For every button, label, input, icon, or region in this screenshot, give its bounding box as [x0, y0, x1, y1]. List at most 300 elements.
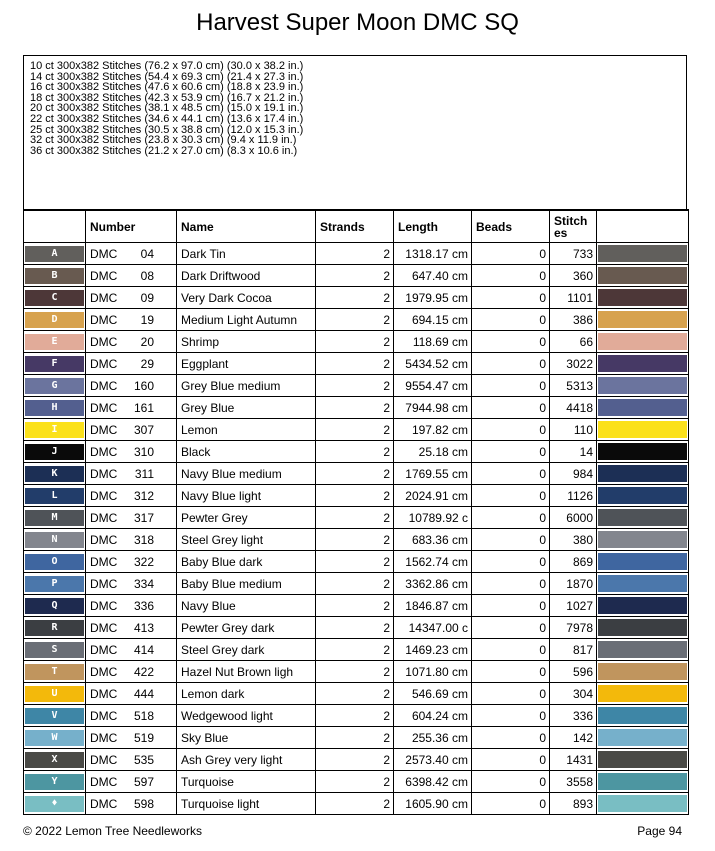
color-swatch-cell: [597, 463, 689, 485]
symbol-cell: [24, 683, 86, 705]
length-value: 14347.00 c: [394, 617, 472, 639]
length-value: 1605.90 cm: [394, 793, 472, 815]
symbol-cell: [24, 771, 86, 793]
color-swatch-cell: [597, 309, 689, 331]
color-name: Baby Blue dark: [177, 551, 316, 573]
length-value: 1769.55 cm: [394, 463, 472, 485]
color-name: Wedgewood light: [177, 705, 316, 727]
color-swatch: [598, 377, 687, 394]
length-value: 118.69 cm: [394, 331, 472, 353]
color-swatch-cell: [597, 573, 689, 595]
color-swatch-cell: [597, 683, 689, 705]
color-swatch: [598, 311, 687, 328]
symbol-cell: [24, 353, 86, 375]
floss-code: 414: [133, 642, 154, 657]
brand-label: DMC: [90, 796, 118, 811]
symbol-cell: [24, 507, 86, 529]
color-swatch: [598, 751, 687, 768]
strands-value: 2: [316, 573, 394, 595]
color-name: Sky Blue: [177, 727, 316, 749]
table-row: [24, 331, 689, 353]
length-value: 1562.74 cm: [394, 551, 472, 573]
stitches-value: 380: [550, 529, 597, 551]
number-cell: [86, 573, 177, 595]
color-swatch: [598, 553, 687, 570]
length-value: 6398.42 cm: [394, 771, 472, 793]
symbol-cell: [24, 617, 86, 639]
strands-value: 2: [316, 683, 394, 705]
floss-code: 413: [133, 620, 154, 635]
brand-label: DMC: [90, 532, 118, 547]
number-cell: [86, 419, 177, 441]
page-title: Harvest Super Moon DMC SQ: [196, 9, 519, 36]
symbol-key: E: [25, 334, 84, 350]
length-value: 604.24 cm: [394, 705, 472, 727]
color-name: Lemon: [177, 419, 316, 441]
color-name: Steel Grey light: [177, 529, 316, 551]
symbol-cell: [24, 749, 86, 771]
number-cell: [86, 793, 177, 815]
brand-label: DMC: [90, 488, 118, 503]
symbol-cell: [24, 375, 86, 397]
table-row: [24, 309, 689, 331]
table-row: [24, 353, 689, 375]
strands-value: 2: [316, 793, 394, 815]
symbol-cell: [24, 595, 86, 617]
table-row: [24, 419, 689, 441]
length-value: 2024.91 cm: [394, 485, 472, 507]
fabric-size-line: 18 ct 300x382 Stitches (42.3 x 53.9 cm) (16.7 x 21.2 in.): [30, 91, 304, 104]
stitches-value: 596: [550, 661, 597, 683]
number-cell: [86, 309, 177, 331]
length-value: 1318.17 cm: [394, 243, 472, 265]
symbol-key: U: [25, 686, 84, 702]
color-name: Navy Blue light: [177, 485, 316, 507]
stitches-value: 1027: [550, 595, 597, 617]
color-name: Ash Grey very light: [177, 749, 316, 771]
symbol-key: F: [25, 356, 84, 372]
symbol-cell: [24, 485, 86, 507]
symbol-key: L: [25, 488, 84, 504]
stitches-value: 7978: [550, 617, 597, 639]
fabric-size-line: 20 ct 300x382 Stitches (38.1 x 48.5 cm) (15.0 x 19.1 in.): [30, 102, 304, 115]
color-swatch: [598, 289, 687, 306]
color-swatch-cell: [597, 353, 689, 375]
number-cell: [86, 441, 177, 463]
symbol-key: H: [25, 400, 84, 416]
page-number: Page 94: [637, 824, 682, 838]
floss-code: 29: [140, 356, 154, 371]
col-header-name: Name: [177, 210, 316, 243]
length-value: 1469.23 cm: [394, 639, 472, 661]
beads-value: 0: [472, 331, 550, 353]
color-swatch-cell: [597, 441, 689, 463]
table-header-row: [24, 210, 689, 243]
color-swatch-cell: [597, 331, 689, 353]
symbol-key: ♦: [25, 796, 84, 812]
brand-label: DMC: [90, 356, 118, 371]
symbol-key: C: [25, 290, 84, 306]
stitches-value: 733: [550, 243, 597, 265]
brand-label: DMC: [90, 620, 118, 635]
table-row: [24, 265, 689, 287]
symbol-cell: [24, 661, 86, 683]
brand-label: DMC: [90, 444, 118, 459]
number-cell: [86, 463, 177, 485]
color-swatch: [598, 399, 687, 416]
number-cell: [86, 485, 177, 507]
color-swatch-cell: [597, 727, 689, 749]
length-value: 683.36 cm: [394, 529, 472, 551]
strands-value: 2: [316, 353, 394, 375]
symbol-cell: [24, 727, 86, 749]
stitches-value: 1101: [550, 287, 597, 309]
number-cell: [86, 331, 177, 353]
beads-value: 0: [472, 485, 550, 507]
table-row: [24, 375, 689, 397]
length-value: 2573.40 cm: [394, 749, 472, 771]
color-swatch: [598, 509, 687, 526]
symbol-cell: [24, 639, 86, 661]
floss-code: 535: [133, 752, 154, 767]
beads-value: 0: [472, 639, 550, 661]
strands-value: 2: [316, 529, 394, 551]
table-row: [24, 661, 689, 683]
strands-value: 2: [316, 617, 394, 639]
beads-value: 0: [472, 705, 550, 727]
color-swatch-cell: [597, 243, 689, 265]
symbol-key: B: [25, 268, 84, 284]
floss-code: 20: [140, 334, 154, 349]
beads-value: 0: [472, 551, 550, 573]
stitches-value: 1431: [550, 749, 597, 771]
brand-label: DMC: [90, 554, 118, 569]
strands-value: 2: [316, 705, 394, 727]
beads-value: 0: [472, 661, 550, 683]
brand-label: DMC: [90, 686, 118, 701]
table-row: [24, 683, 689, 705]
color-name: Pewter Grey dark: [177, 617, 316, 639]
beads-value: 0: [472, 309, 550, 331]
length-value: 3362.86 cm: [394, 573, 472, 595]
number-cell: [86, 397, 177, 419]
stitches-value: 360: [550, 265, 597, 287]
color-swatch-cell: [597, 661, 689, 683]
number-cell: [86, 639, 177, 661]
beads-value: 0: [472, 771, 550, 793]
length-value: 1979.95 cm: [394, 287, 472, 309]
floss-code: 598: [133, 796, 154, 811]
color-swatch-cell: [597, 507, 689, 529]
stitches-value: 66: [550, 331, 597, 353]
color-name: Navy Blue: [177, 595, 316, 617]
table-row: [24, 287, 689, 309]
color-name: Hazel Nut Brown ligh: [177, 661, 316, 683]
color-swatch-cell: [597, 287, 689, 309]
strands-value: 2: [316, 287, 394, 309]
color-name: Dark Driftwood: [177, 265, 316, 287]
stitches-value: 869: [550, 551, 597, 573]
color-swatch: [598, 355, 687, 372]
floss-code: 09: [140, 290, 154, 305]
number-cell: [86, 617, 177, 639]
col-header-stitches: [550, 210, 597, 243]
beads-value: 0: [472, 441, 550, 463]
color-swatch-cell: [597, 771, 689, 793]
brand-label: DMC: [90, 598, 118, 613]
symbol-key: J: [25, 444, 84, 460]
beads-value: 0: [472, 727, 550, 749]
table-row: [24, 749, 689, 771]
color-name: Shrimp: [177, 331, 316, 353]
fabric-size-line: 16 ct 300x382 Stitches (47.6 x 60.6 cm) (18.8 x 23.9 in.): [30, 81, 304, 94]
number-cell: [86, 661, 177, 683]
color-swatch: [598, 663, 687, 680]
color-swatch: [598, 597, 687, 614]
length-value: 546.69 cm: [394, 683, 472, 705]
floss-code: 317: [133, 510, 154, 525]
floss-code: 08: [140, 268, 154, 283]
brand-label: DMC: [90, 510, 118, 525]
stitches-header-label: Stitch es: [554, 213, 588, 240]
color-swatch-cell: [597, 375, 689, 397]
number-cell: [86, 551, 177, 573]
stitches-value: 817: [550, 639, 597, 661]
floss-code: 336: [133, 598, 154, 613]
number-cell: [86, 749, 177, 771]
strands-value: 2: [316, 661, 394, 683]
floss-code: 04: [140, 246, 154, 261]
brand-label: DMC: [90, 466, 118, 481]
stitches-value: 984: [550, 463, 597, 485]
number-cell: [86, 507, 177, 529]
col-header-symbol: [24, 210, 86, 243]
symbol-cell: [24, 551, 86, 573]
fabric-size-line: 22 ct 300x382 Stitches (34.6 x 44.1 cm) (13.6 x 17.4 in.): [30, 112, 304, 125]
length-value: 10789.92 c: [394, 507, 472, 529]
floss-code: 160: [133, 378, 154, 393]
beads-value: 0: [472, 573, 550, 595]
stitches-value: 6000: [550, 507, 597, 529]
table-row: [24, 441, 689, 463]
symbol-key: O: [25, 554, 84, 570]
stitches-value: 336: [550, 705, 597, 727]
floss-code: 597: [133, 774, 154, 789]
table-row: [24, 573, 689, 595]
fabric-size-line: 36 ct 300x382 Stitches (21.2 x 27.0 cm) (8.3 x 10.6 in.): [30, 144, 298, 157]
number-cell: [86, 529, 177, 551]
brand-label: DMC: [90, 664, 118, 679]
color-swatch: [598, 729, 687, 746]
strands-value: 2: [316, 463, 394, 485]
strands-value: 2: [316, 771, 394, 793]
beads-value: 0: [472, 287, 550, 309]
table-row: [24, 617, 689, 639]
strands-value: 2: [316, 265, 394, 287]
beads-value: 0: [472, 595, 550, 617]
symbol-cell: [24, 705, 86, 727]
strands-value: 2: [316, 639, 394, 661]
symbol-key: R: [25, 620, 84, 636]
symbol-cell: [24, 309, 86, 331]
color-swatch: [598, 333, 687, 350]
color-swatch: [598, 707, 687, 724]
symbol-cell: [24, 287, 86, 309]
beads-value: 0: [472, 353, 550, 375]
symbol-cell: [24, 573, 86, 595]
color-swatch: [598, 267, 687, 284]
color-swatch-cell: [597, 595, 689, 617]
symbol-cell: [24, 529, 86, 551]
strands-value: 2: [316, 375, 394, 397]
col-header-color: [597, 210, 689, 243]
table-row: [24, 507, 689, 529]
length-value: 7944.98 cm: [394, 397, 472, 419]
stitches-value: 5313: [550, 375, 597, 397]
beads-value: 0: [472, 507, 550, 529]
symbol-cell: [24, 419, 86, 441]
color-swatch-cell: [597, 749, 689, 771]
strands-value: 2: [316, 309, 394, 331]
brand-label: DMC: [90, 576, 118, 591]
floss-code: 318: [133, 532, 154, 547]
copyright: © 2022 Lemon Tree Needleworks: [23, 824, 202, 838]
beads-value: 0: [472, 463, 550, 485]
color-name: Turquoise light: [177, 793, 316, 815]
stitches-value: 893: [550, 793, 597, 815]
symbol-cell: [24, 397, 86, 419]
col-header-number: Number: [86, 210, 177, 243]
number-cell: [86, 595, 177, 617]
length-value: 1071.80 cm: [394, 661, 472, 683]
color-swatch-cell: [597, 397, 689, 419]
symbol-key: Y: [25, 774, 84, 790]
color-name: Turquoise: [177, 771, 316, 793]
beads-value: 0: [472, 617, 550, 639]
stitches-value: 1870: [550, 573, 597, 595]
length-value: 1846.87 cm: [394, 595, 472, 617]
floss-table: [23, 209, 689, 815]
color-swatch: [598, 531, 687, 548]
symbol-key: A: [25, 246, 84, 262]
strands-value: 2: [316, 551, 394, 573]
table-row: [24, 485, 689, 507]
color-name: Lemon dark: [177, 683, 316, 705]
color-swatch: [598, 795, 687, 812]
color-name: Grey Blue medium: [177, 375, 316, 397]
color-name: Navy Blue medium: [177, 463, 316, 485]
table-row: [24, 397, 689, 419]
number-cell: [86, 727, 177, 749]
table-row: [24, 595, 689, 617]
color-name: Medium Light Autumn: [177, 309, 316, 331]
col-header-beads: Beads: [472, 210, 550, 243]
color-name: Dark Tin: [177, 243, 316, 265]
length-value: 25.18 cm: [394, 441, 472, 463]
floss-code: 307: [133, 422, 154, 437]
stitches-value: 110: [550, 419, 597, 441]
number-cell: [86, 771, 177, 793]
beads-value: 0: [472, 749, 550, 771]
color-swatch: [598, 575, 687, 592]
floss-code: 519: [133, 730, 154, 745]
fabric-sizes-box: [23, 55, 687, 209]
beads-value: 0: [472, 529, 550, 551]
stitches-value: 1126: [550, 485, 597, 507]
number-cell: [86, 265, 177, 287]
color-swatch-cell: [597, 639, 689, 661]
color-swatch: [598, 773, 687, 790]
symbol-cell: [24, 265, 86, 287]
strands-value: 2: [316, 397, 394, 419]
length-value: 255.36 cm: [394, 727, 472, 749]
color-swatch-cell: [597, 265, 689, 287]
number-cell: [86, 705, 177, 727]
symbol-cell: [24, 463, 86, 485]
fabric-size-line: 25 ct 300x382 Stitches (30.5 x 38.8 cm) (12.0 x 15.3 in.): [30, 123, 304, 136]
color-name: Black: [177, 441, 316, 463]
color-swatch: [598, 245, 687, 262]
number-cell: [86, 243, 177, 265]
floss-code: 444: [133, 686, 154, 701]
brand-label: DMC: [90, 730, 118, 745]
floss-code: 422: [133, 664, 154, 679]
brand-label: DMC: [90, 334, 118, 349]
number-cell: [86, 683, 177, 705]
number-cell: [86, 353, 177, 375]
beads-value: 0: [472, 375, 550, 397]
brand-label: DMC: [90, 708, 118, 723]
length-value: 647.40 cm: [394, 265, 472, 287]
beads-value: 0: [472, 265, 550, 287]
strands-value: 2: [316, 727, 394, 749]
symbol-key: P: [25, 576, 84, 592]
color-swatch-cell: [597, 705, 689, 727]
symbol-key: X: [25, 752, 84, 768]
beads-value: 0: [472, 243, 550, 265]
col-header-length: Length: [394, 210, 472, 243]
stitches-value: 14: [550, 441, 597, 463]
col-header-strands: Strands: [316, 210, 394, 243]
floss-code: 312: [133, 488, 154, 503]
number-cell: [86, 287, 177, 309]
table-row: [24, 243, 689, 265]
brand-label: DMC: [90, 268, 118, 283]
strands-value: 2: [316, 419, 394, 441]
fabric-size-line: 14 ct 300x382 Stitches (54.4 x 69.3 cm) (21.4 x 27.3 in.): [30, 70, 304, 83]
length-value: 9554.47 cm: [394, 375, 472, 397]
strands-value: 2: [316, 595, 394, 617]
beads-value: 0: [472, 683, 550, 705]
brand-label: DMC: [90, 290, 118, 305]
color-name: Very Dark Cocoa: [177, 287, 316, 309]
color-swatch: [598, 487, 687, 504]
strands-value: 2: [316, 749, 394, 771]
symbol-key: V: [25, 708, 84, 724]
beads-value: 0: [472, 397, 550, 419]
symbol-key: G: [25, 378, 84, 394]
symbol-key: M: [25, 510, 84, 526]
length-value: 694.15 cm: [394, 309, 472, 331]
symbol-cell: [24, 793, 86, 815]
beads-value: 0: [472, 793, 550, 815]
floss-code: 518: [133, 708, 154, 723]
brand-label: DMC: [90, 642, 118, 657]
color-swatch-cell: [597, 551, 689, 573]
fabric-size-line: 32 ct 300x382 Stitches (23.8 x 30.3 cm) (9.4 x 11.9 in.): [30, 134, 297, 147]
brand-label: DMC: [90, 400, 118, 415]
color-swatch: [598, 421, 687, 438]
